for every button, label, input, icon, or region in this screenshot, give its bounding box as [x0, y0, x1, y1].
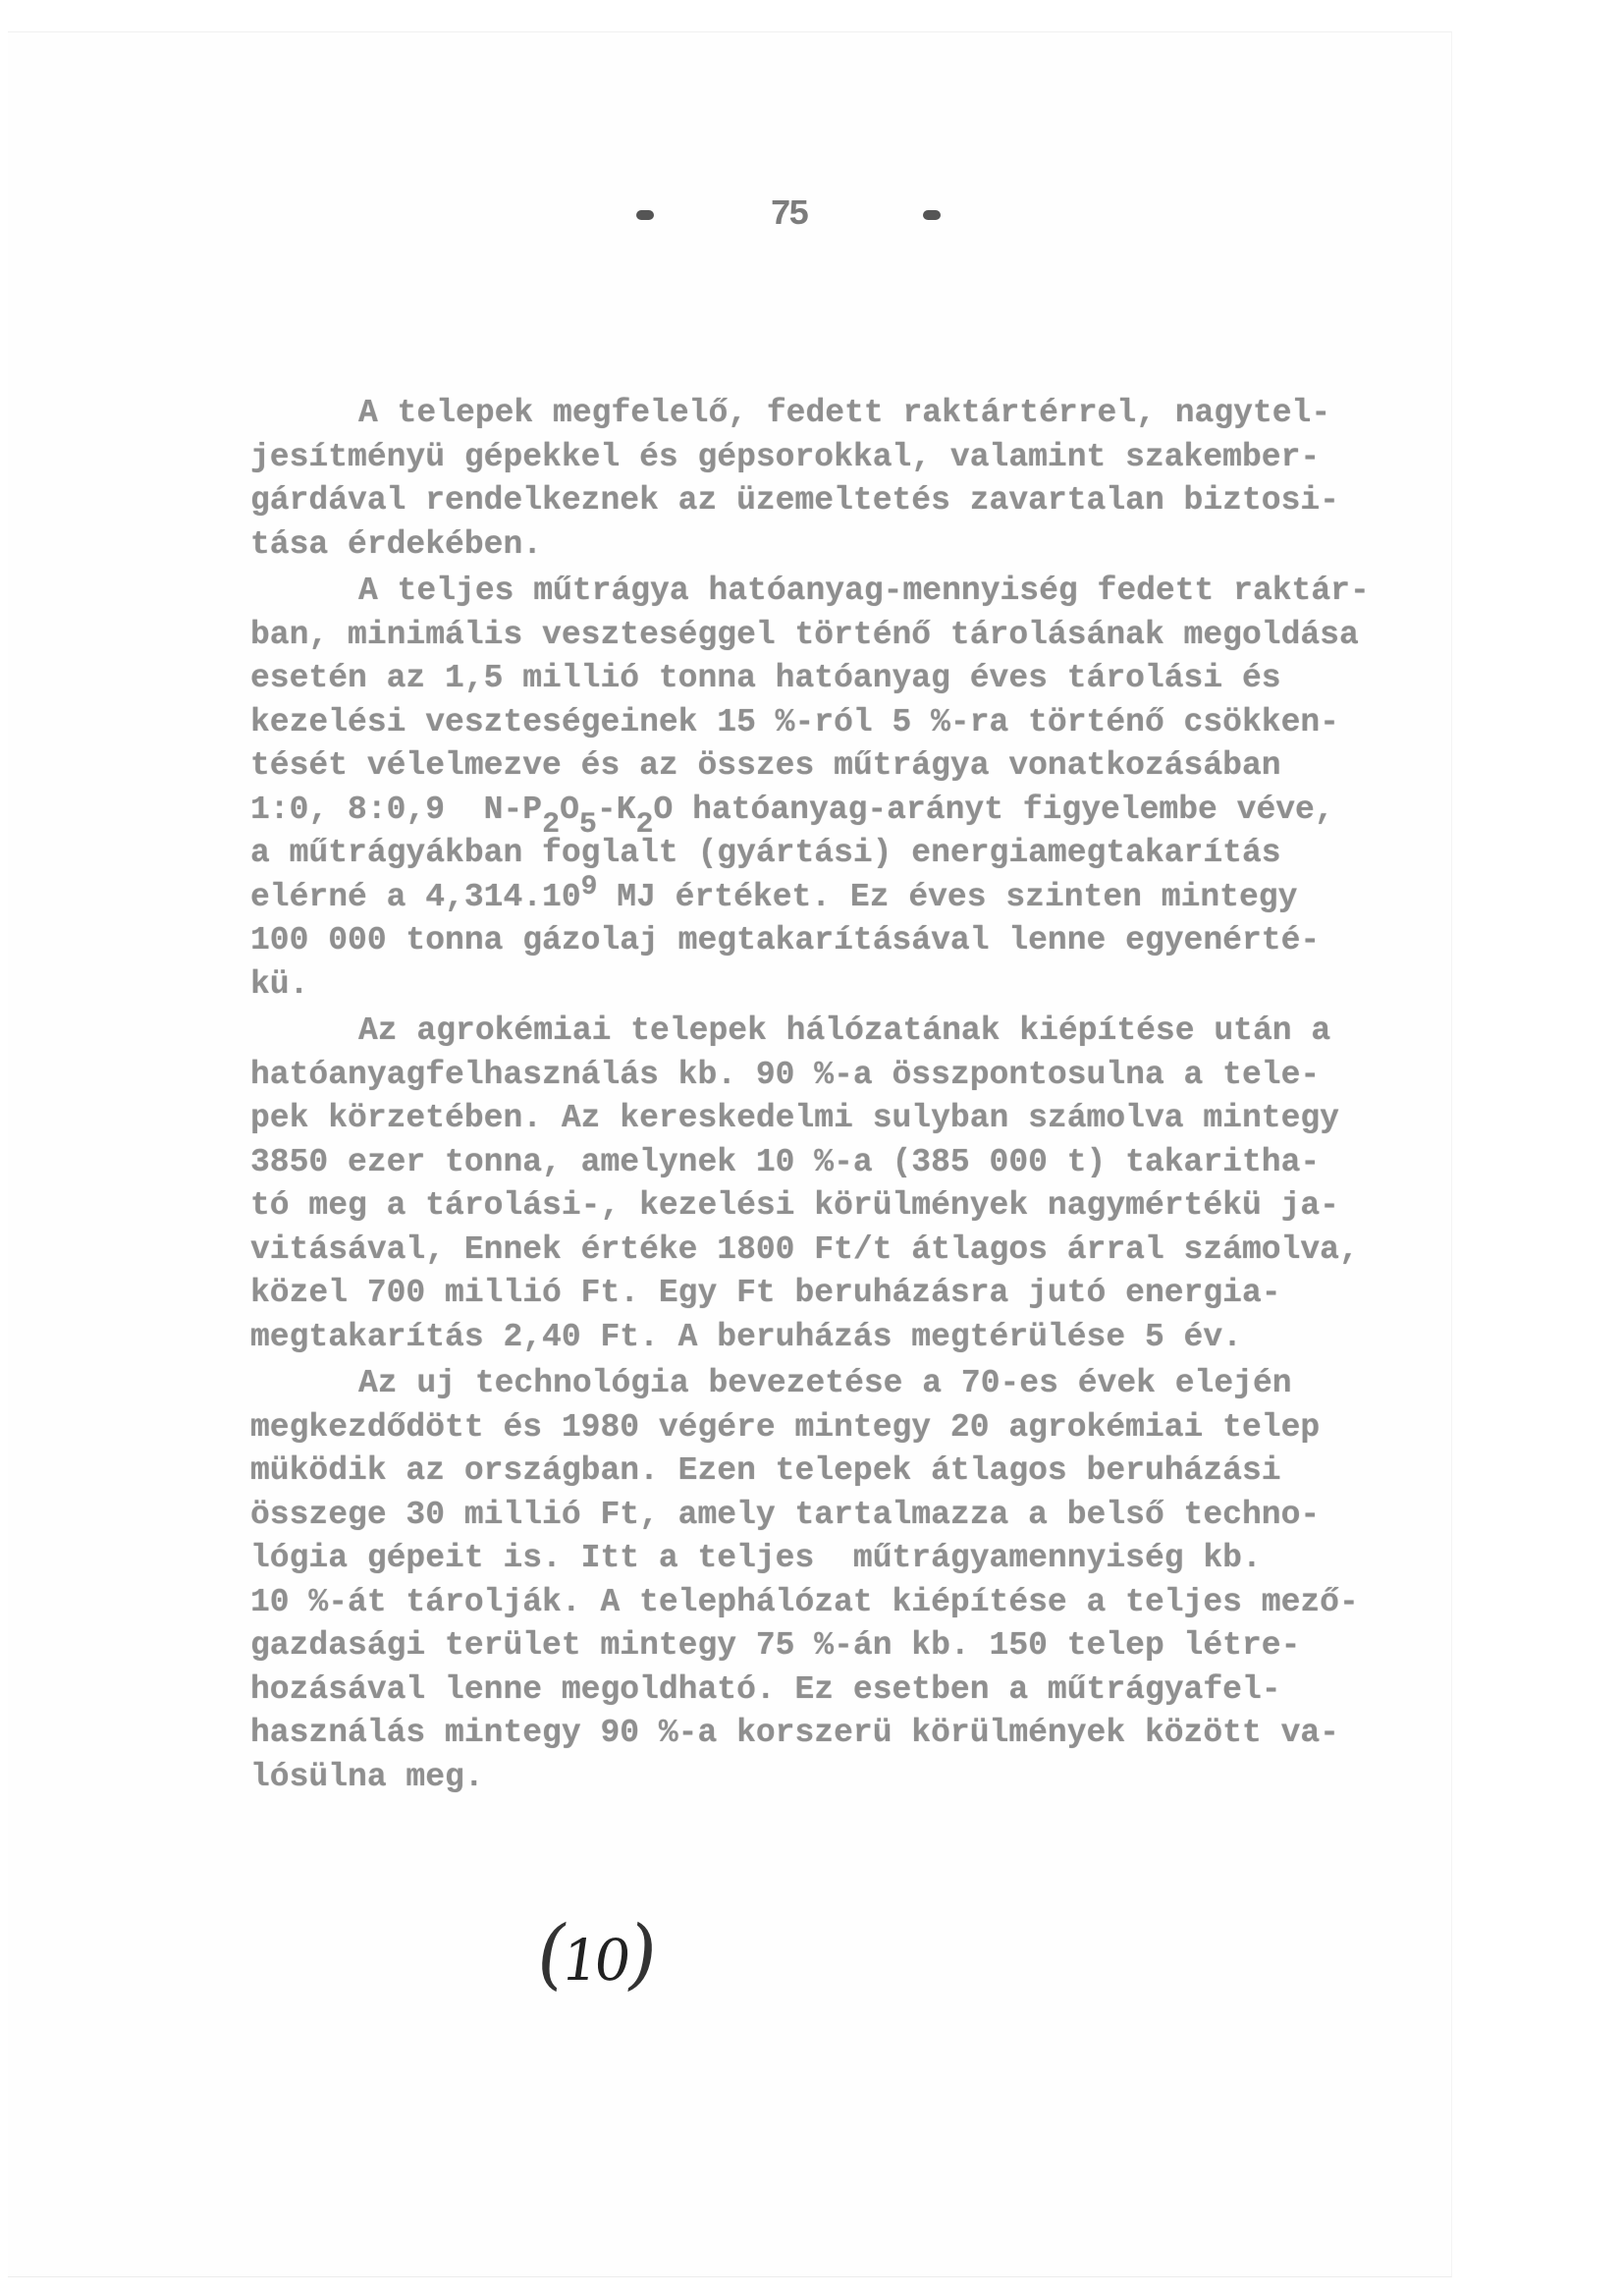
formula-line	[250, 789, 1370, 842]
formula-subscript: 2	[635, 807, 654, 842]
power-line	[250, 871, 1370, 920]
text-line: tését vélelmezve és az összes műtrágya vonatkozásában	[250, 747, 1281, 784]
handwritten-number: 10	[557, 1927, 632, 1994]
text-line: esetén az 1,5 millió tonna hatóanyag éves tárolási és	[250, 660, 1281, 696]
formula-k: -K	[596, 791, 636, 828]
paragraph-3	[250, 1010, 1370, 1359]
handwritten-paren-close: )	[621, 1910, 661, 1998]
text-line: Az agrokémiai telepek hálózatának kiépítése után a	[358, 1012, 1331, 1049]
text-line: gazdasági terület mintegy 75 %-án kb. 150 telep létre-	[250, 1627, 1301, 1664]
text-line: lósülna meg.	[250, 1758, 484, 1795]
page-number: 75	[770, 194, 807, 235]
paragraph-1	[250, 392, 1370, 567]
text-line: gárdával rendelkeznek az üzemeltetés zavartalan biztosi-	[250, 482, 1339, 519]
text-line: 100 000 tonna gázolaj megtakarításával lenne egyenérté-	[250, 922, 1321, 958]
document-page	[8, 31, 1452, 2277]
paragraph-4	[250, 1362, 1370, 1799]
handwritten-annotation	[531, 1910, 660, 1998]
text-line: összege 30 millió Ft, amely tartalmazza a belső techno-	[250, 1496, 1321, 1533]
formula-rest: hatóanyag-arányt figyelembe véve,	[673, 791, 1334, 828]
formula-subscript: 5	[578, 807, 597, 842]
text-line: Az uj technológia bevezetése a 70-es évek elején	[358, 1365, 1292, 1401]
text-line: vitásával, Ennek értéke 1800 Ft/t átlagos árral számolva,	[250, 1230, 1359, 1268]
text-line: megkezdődött és 1980 végére mintegy 20 agrokémiai telep	[250, 1408, 1321, 1446]
text-line: A teljes műtrágya hatóanyag-mennyiség fedett raktár-	[358, 573, 1370, 609]
body-text	[250, 392, 1370, 1799]
text-line: pek körzetében. Az kereskedelmi sulyban számolva mintegy	[250, 1100, 1339, 1136]
text-line: a műtrágyákban foglalt (gyártási) energiamegtakarítás	[250, 835, 1281, 871]
formula-n-p: N-P	[483, 791, 543, 828]
text-line: hatóanyagfelhasználás kb. 90 %-a összpontosulna a tele-	[250, 1056, 1321, 1093]
text-line: lógia gépeit is. Itt a teljes műtrágyamennyiség kb.	[250, 1540, 1262, 1576]
text-line: müködik az országban. Ezen telepek átlagos beruházási	[250, 1452, 1281, 1489]
text-line: kezelési veszteségeinek 15 %-ról 5 %-ra történő csökken-	[250, 703, 1339, 740]
power-exponent: 9	[580, 871, 598, 902]
text-line: 10 %-át tárolják. A telephálózat kiépítése a teljes mező-	[250, 1583, 1359, 1620]
power-base: elérné a 4,314.10	[250, 878, 581, 915]
text-line: megtakarítás 2,40 Ft. A beruházás megtérülése 5 év.	[250, 1318, 1242, 1355]
paragraph-2	[250, 570, 1370, 1007]
handwritten-paren-open: (	[530, 1910, 569, 1998]
text-line: hozásával lenne megoldható. Ez esetben a műtrágyafel-	[250, 1670, 1281, 1708]
formula-o: O	[560, 791, 579, 828]
text-line: tó meg a tárolási-, kezelési körülmények nagymértékü ja-	[250, 1187, 1339, 1224]
text-line: használás mintegy 90 %-a korszerü körülmények között va-	[250, 1715, 1339, 1751]
dash-right-icon	[923, 210, 941, 220]
power-after: MJ értéket. Ez éves szinten mintegy	[597, 878, 1298, 915]
formula-o: O	[653, 791, 674, 828]
text-line: ban, minimális veszteséggel történő tárolásának megoldása	[250, 616, 1359, 653]
dash-left-icon	[636, 210, 654, 220]
nutrient-ratio: 1:0, 8:0,9	[250, 791, 484, 828]
text-line: közel 700 millió Ft. Egy Ft beruházásra jutó energia-	[250, 1275, 1281, 1311]
formula-subscript: 2	[542, 807, 561, 842]
page-number-header	[636, 194, 941, 235]
text-line: kü.	[250, 965, 309, 1003]
text-line: A telepek megfelelő, fedett raktártérrel, nagytel-	[358, 395, 1331, 431]
text-line: jesítményü gépekkel és gépsorokkal, valamint szakember-	[250, 438, 1321, 475]
text-line: 3850 ezer tonna, amelynek 10 %-a (385 000 t) takaritha-	[250, 1143, 1321, 1180]
text-line: tása érdekében.	[250, 525, 543, 563]
